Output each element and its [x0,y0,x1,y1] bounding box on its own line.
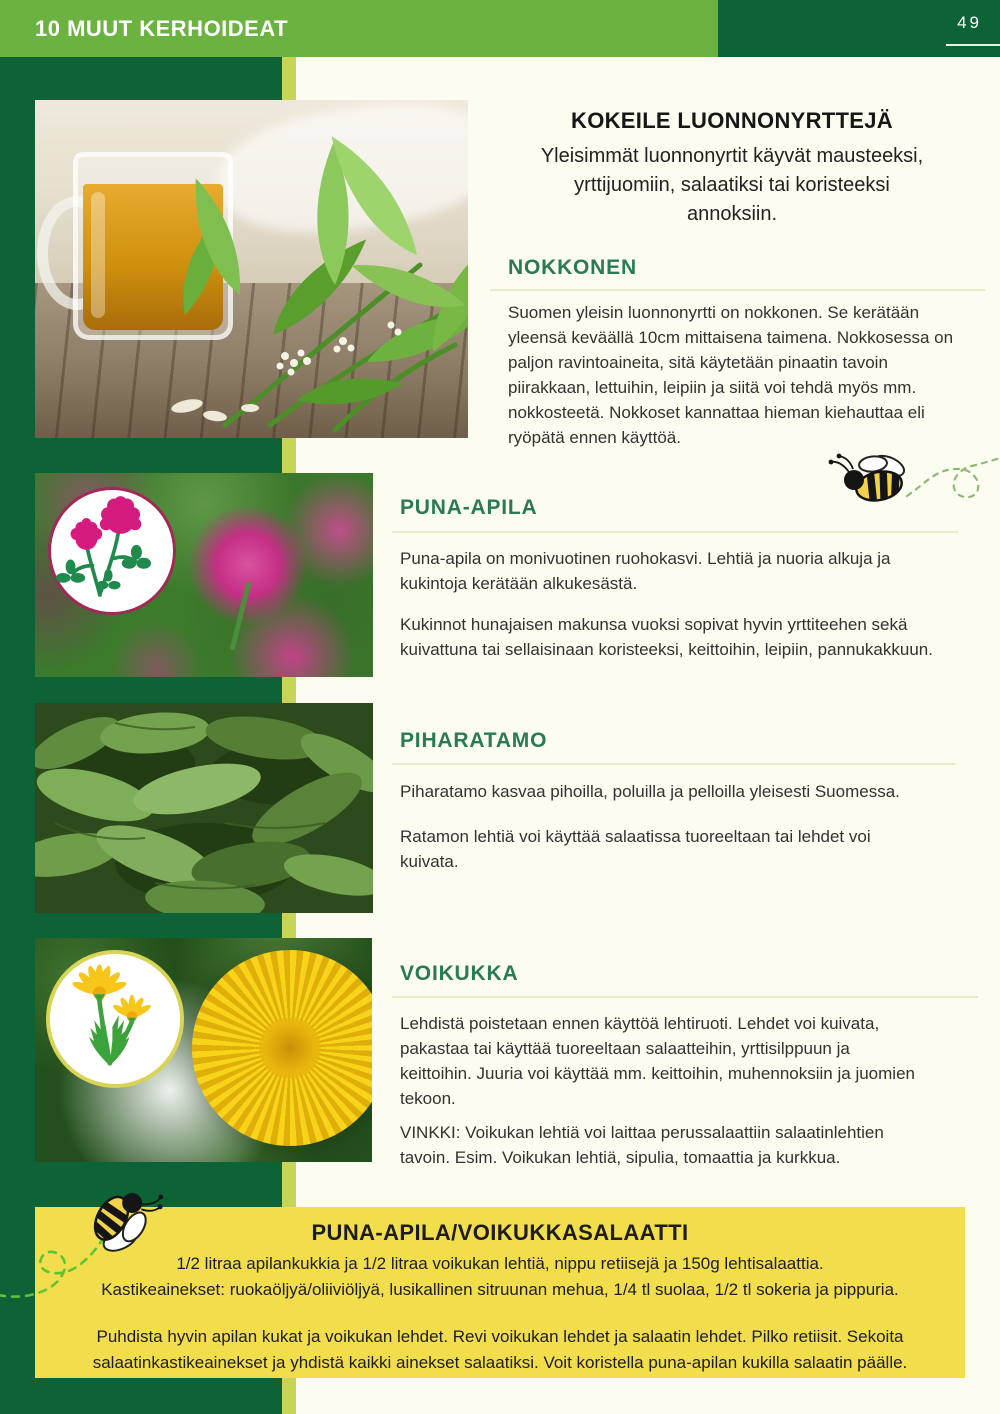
dandelion-badge [46,950,184,1088]
divider [392,996,978,998]
bee-icon [0,1163,235,1315]
page-title: 10 MUUT KERHOIDEAT [35,16,289,41]
plantain-photo [35,703,373,913]
section-text-nokkonen: Suomen yleisin luonnonyrtti on nokkonen. Se kerätään yleensä keväällä 10cm mittaisena taimena. Nokkosessa on paljon ravintoaineita, sitä käytetään pinaatin tavoin piirakkaan, lettuihin, leipiin ja siitä voi tehdä myös mm. nokkosteetä. Nokkoset kannattaa hieman kiehauttaa eli ryöpätä ennen käyttöä. [508,303,954,447]
section-text-piharatamo-2: Ratamon lehtiä voi käyttää salaatissa tuoreeltaan tai lehdet voi kuivata. [400,827,871,871]
section-text-voikukka-1: Lehdistä poistetaan ennen käyttöä lehtiruoti. Lehdet voi kuivata, pakastaa tai käyttää tuoreeltaan salaatteihin, yrttisilppuun ja keittoihin. Juuria voi käyttää mm. keittoihin, muhennoksiin ja juomien tekoon. [400,1014,915,1108]
section-text-puna-apila-1: Puna-apila on monivuotinen ruohokasvi. Lehtiä ja nuoria alkuja ja kukintoja kerätään alkukesästä. [400,549,891,593]
page-number-underline [946,44,1000,46]
clover-badge [48,487,176,615]
intro-title: KOKEILE LUONNONYRTTEJÄ [571,108,893,133]
red-clover-illustration-icon [51,490,173,612]
recipe-instructions: Puhdista hyvin apilan kukat ja voikukan lehdet. Revi voikukan lehdet ja salaatin lehdet. Pilko retiisit. Sekoita salaatinkastikeainekset ja yhdistä kaikki ainekset salaatiksi. Voit koristella puna-apilan kukilla salaatin päälle. [92,1327,908,1372]
section-heading-nokkonen: NOKKONEN [508,256,637,279]
bee-icon [835,448,1000,530]
divider [490,289,985,291]
section-text-piharatamo-1: Piharatamo kasvaa pihoilla, poluilla ja pelloilla yleisesti Suomessa. [400,782,900,801]
section-text-voikukka-2: VINKKI: Voikukan lehtiä voi laittaa perussalaattiin salaatinlehtien tavoin. Esim. Voikukan lehtiä, sipulia, tomaattia ja kurkkua. [400,1123,884,1167]
section-heading-piharatamo: PIHARATAMO [400,729,548,752]
nettle-leaves-illustration [35,100,468,438]
divider [392,531,958,533]
intro-block [478,108,986,229]
page-number: 49 [957,13,982,32]
recipe-title: PUNA-APILA/VOIKUKKASALAATTI [311,1220,689,1245]
bee-trail-dashes [907,458,1000,497]
bee-trail-dashes [0,1224,111,1297]
dandelion-illustration-icon [50,954,180,1084]
nettle-tea-photo [35,100,468,438]
section-heading-voikukka: VOIKUKKA [400,962,519,985]
section-heading-puna-apila: PUNA-APILA [400,496,538,519]
divider [392,763,955,765]
section-text-puna-apila-2: Kukinnot hunajaisen makunsa vuoksi sopivat hyvin yrttiteehen sekä kuivattuna tai sellaisinaan koristeeksi, keittoihin, leipiin, pannukakkuun. [400,615,933,659]
recipe-ingredients-1: 1/2 litraa apilankukkia ja 1/2 litraa voikukan lehtiä, nippu retiisejä ja 150g lehtisalaattia. [176,1254,824,1273]
intro-subtitle: Yleisimmät luonnonyrtit käyvät mausteeksi, yrttijuomiin, salaatiksi tai koristeeksi annoksiin. [540,145,924,225]
recipe-ingredients-2: Kastikeainekset: ruokaöljyä/oliiviöljyä, lusikallinen sitruunan mehua, 1/4 tl suolaa, 1/2 tl sokeria ja pippuria. [101,1280,899,1299]
